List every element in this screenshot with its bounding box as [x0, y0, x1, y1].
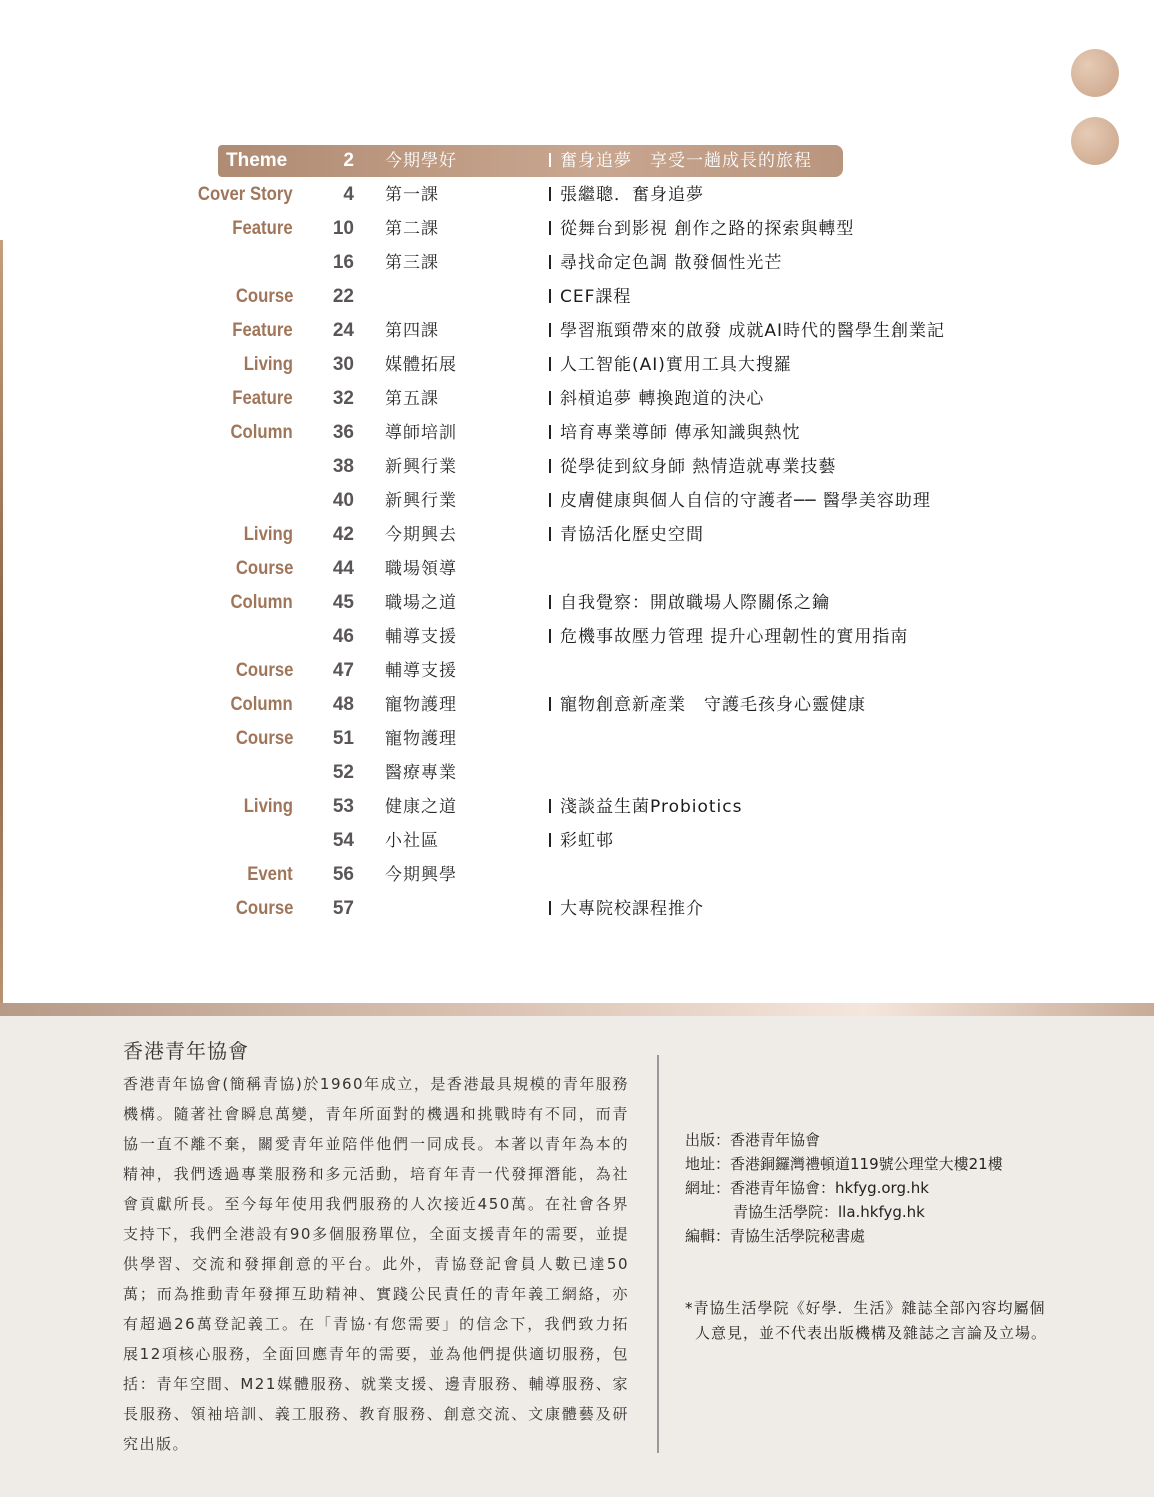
title-separator-bar [549, 425, 551, 439]
toc-lesson: 新興行業 [385, 457, 457, 477]
toc-page-number: 4 [343, 184, 354, 205]
toc-title [549, 520, 704, 550]
toc-title [549, 622, 908, 652]
toc-row [0, 758, 1154, 788]
toc-section: Feature [232, 388, 293, 409]
toc-page-number: 42 [332, 524, 354, 545]
toc-title-text: CEF課程 [560, 287, 632, 307]
panel-top-band [0, 1003, 1154, 1016]
toc-section: Living [243, 354, 293, 375]
toc-page-number: 53 [332, 796, 354, 817]
publication-info [685, 1128, 1003, 1248]
toc-section: Column [230, 694, 293, 715]
toc-lesson: 今期興學 [385, 865, 457, 885]
toc-page-number: 44 [332, 558, 354, 579]
toc-title-text: 危機事故壓力管理 提升心理韌性的實用指南 [560, 627, 909, 647]
toc-section: Living [243, 524, 293, 545]
toc-lesson: 第二課 [385, 219, 439, 239]
title-separator-bar [549, 289, 551, 303]
toc-title [549, 588, 830, 618]
disclaimer-line-2: 人意見，並不代表出版機構及雜誌之言論及立場。 [695, 1324, 1048, 1342]
toc-section: Course [235, 660, 293, 681]
toc-title [549, 486, 931, 516]
toc-row [0, 724, 1154, 754]
toc-page-number: 51 [332, 728, 354, 749]
toc-lesson: 第三課 [385, 253, 439, 273]
toc-title [549, 690, 866, 720]
title-separator-bar [549, 459, 551, 473]
organization-title: 香港青年協會 [123, 1039, 249, 1063]
toc-title-text: 斜槓追夢 轉換跑道的決心 [560, 389, 765, 409]
title-separator-bar [549, 629, 551, 643]
address: 地址：香港銅鑼灣禮頓道119號公理堂大樓21樓 [685, 1155, 1003, 1173]
toc-section: Course [235, 558, 293, 579]
toc-lesson: 寵物護理 [385, 695, 457, 715]
toc-row [0, 622, 1154, 652]
toc-row [0, 860, 1154, 890]
toc-lesson: 健康之道 [385, 797, 457, 817]
toc-row [0, 690, 1154, 720]
publisher: 出版：香港青年協會 [685, 1131, 821, 1149]
toc-lesson: 今期學好 [385, 151, 457, 171]
toc-row [0, 180, 1154, 210]
toc-title-text: 皮膚健康與個人自信的守護者── 醫學美容助理 [560, 491, 931, 511]
toc-section: Cover Story [198, 184, 293, 205]
toc-section: Theme [226, 150, 288, 171]
toc-page-number: 38 [332, 456, 354, 477]
toc-title-text: 尋找命定色調 散發個性光芒 [560, 253, 783, 273]
toc-page-number: 24 [332, 320, 354, 341]
toc-title-text: 學習瓶頸帶來的啟發 成就AI時代的醫學生創業記 [560, 321, 946, 341]
toc-lesson: 第一課 [385, 185, 439, 205]
title-separator-bar [549, 833, 551, 847]
toc-lesson: 導師培訓 [385, 423, 457, 443]
title-separator-bar [549, 323, 551, 337]
toc-title-text: 青協活化歷史空間 [560, 525, 704, 545]
title-separator-bar [549, 221, 551, 235]
toc-lesson: 寵物護理 [385, 729, 457, 749]
toc-row [0, 214, 1154, 244]
toc-row [0, 248, 1154, 278]
decorative-circle-top [1071, 49, 1119, 97]
toc-row [0, 316, 1154, 346]
toc-page-number: 10 [332, 218, 354, 239]
toc-page-number: 16 [332, 252, 354, 273]
toc-row [0, 418, 1154, 448]
toc-title [549, 282, 631, 312]
toc-row [0, 384, 1154, 414]
toc-lesson: 職場領導 [385, 559, 457, 579]
toc-title [549, 214, 854, 244]
title-separator-bar [549, 527, 551, 541]
toc-title [549, 316, 945, 346]
toc-title [549, 350, 792, 380]
toc-lesson: 媒體拓展 [385, 355, 457, 375]
toc-title [549, 418, 800, 448]
toc-row [0, 588, 1154, 618]
toc-title [549, 452, 836, 482]
toc-page-number: 57 [332, 898, 354, 919]
toc-lesson: 第五課 [385, 389, 439, 409]
toc-row [0, 894, 1154, 924]
toc-title-text: 大專院校課程推介 [560, 899, 704, 919]
toc-page-number: 45 [332, 592, 354, 613]
toc-title [549, 826, 614, 856]
title-separator-bar [549, 153, 551, 167]
toc-page-number: 47 [332, 660, 354, 681]
toc-row [0, 656, 1154, 686]
toc-page-number: 54 [332, 830, 354, 851]
toc-page-number: 40 [332, 490, 354, 511]
toc-page-number: 52 [332, 762, 354, 783]
toc-page-number: 36 [332, 422, 354, 443]
title-separator-bar [549, 901, 551, 915]
toc-page-number: 56 [332, 864, 354, 885]
toc-title-text: 奮身追夢 享受一趟成長的旅程 [560, 151, 812, 171]
title-separator-bar [549, 187, 551, 201]
toc-title-text: 人工智能(AI)實用工具大搜羅 [560, 355, 792, 375]
toc-title-text: 從學徒到紋身師 熱情造就專業技藝 [560, 457, 837, 477]
toc-page-number: 2 [343, 150, 354, 171]
title-separator-bar [549, 595, 551, 609]
toc-lesson: 新興行業 [385, 491, 457, 511]
toc-title-text: 寵物創意新產業 守護毛孩身心靈健康 [560, 695, 866, 715]
toc-lesson: 醫療專業 [385, 763, 457, 783]
title-separator-bar [549, 255, 551, 269]
toc-section: Course [235, 898, 293, 919]
toc-page-number: 30 [332, 354, 354, 375]
toc-row [0, 792, 1154, 822]
toc-title [549, 894, 704, 924]
toc-title-text: 彩虹邨 [560, 831, 614, 851]
toc-section: Feature [232, 218, 293, 239]
toc-title [549, 384, 764, 414]
toc-page-number: 46 [332, 626, 354, 647]
organization-description: 香港青年協會(簡稱青協)於1960年成立，是香港最具規模的青年服務機構。隨著社會瞬息萬變，青年所面對的機遇和挑戰時有不同，而青協一直不離不棄，關愛青年並陪伴他們一同成長。本著以青年為本的精神，我們透過專業服務和多元活動，培育年青一代發揮潛能，為社會貢獻所長。至今每年使用我們服務的人次接近450萬。在社會各界支持下，我們全港設有90多個服務單位，全面支援青年的需要，並提供學習、交流和發揮創意的平台。此外，青協登記會員人數已達50萬；而為推動青年發揮互助精神、實踐公民責任的青年義工網絡，亦有超過26萬登記義工。在「青協‧有您需要」的信念下，我們致力拓展12項核心服務，全面回應青年的需要，並為他們提供適切服務，包括：青年空間、M21媒體服務、就業支援、邊青服務、輔導服務、家長服務、領袖培訓、義工服務、教育服務、創意交流、文康體藝及研究出版。 [123, 1075, 629, 1453]
title-separator-bar [549, 357, 551, 371]
title-separator-bar [549, 391, 551, 405]
toc-row [0, 554, 1154, 584]
toc-lesson: 今期興去 [385, 525, 457, 545]
toc-row [0, 486, 1154, 516]
toc-page-number: 48 [332, 694, 354, 715]
toc-row [0, 826, 1154, 856]
toc-row [0, 520, 1154, 550]
toc-row [0, 350, 1154, 380]
toc-title-text: 從舞台到影視 創作之路的探索與轉型 [560, 219, 855, 239]
toc-lesson: 第四課 [385, 321, 439, 341]
organization-panel [0, 1003, 1154, 1497]
toc-title [549, 792, 742, 822]
title-separator-bar [549, 697, 551, 711]
toc-title-text: 自我覺察：開啟職場人際關係之鑰 [560, 593, 830, 613]
toc-title [549, 248, 782, 278]
toc-page-number: 22 [332, 286, 354, 307]
toc-lesson: 小社區 [385, 831, 439, 851]
toc-title-text: 培育專業導師 傳承知識與熱忱 [560, 423, 801, 443]
website-main: 網址：香港青年協會：hkfyg.org.hk [685, 1179, 929, 1197]
toc-section: Course [235, 728, 293, 749]
disclaimer-line-1: *青協生活學院《好學．生活》雜誌全部內容均屬個 [685, 1299, 1046, 1317]
toc-section: Column [230, 592, 293, 613]
toc-title [549, 146, 812, 176]
toc-lesson: 輔導支援 [385, 627, 457, 647]
title-separator-bar [549, 799, 551, 813]
toc-page-number: 32 [332, 388, 354, 409]
toc-section: Living [243, 796, 293, 817]
disclaimer [685, 1296, 1105, 1346]
vertical-divider [657, 1055, 659, 1453]
toc-section: Course [235, 286, 293, 307]
toc-section: Feature [232, 320, 293, 341]
toc-row [0, 452, 1154, 482]
toc-row [0, 282, 1154, 312]
toc-section: Event [247, 864, 293, 885]
website-academy: 青協生活學院：lla.hkfyg.hk [733, 1203, 925, 1221]
title-separator-bar [549, 493, 551, 507]
toc-section: Column [230, 422, 293, 443]
toc-title-text: 張繼聰．奮身追夢 [560, 185, 704, 205]
toc-title [549, 180, 704, 210]
toc-lesson: 職場之道 [385, 593, 457, 613]
toc-row [0, 146, 1154, 176]
editor: 編輯：青協生活學院秘書處 [685, 1227, 866, 1245]
toc-title-text: 淺談益生菌Probiotics [560, 797, 743, 817]
toc-lesson: 輔導支援 [385, 661, 457, 681]
